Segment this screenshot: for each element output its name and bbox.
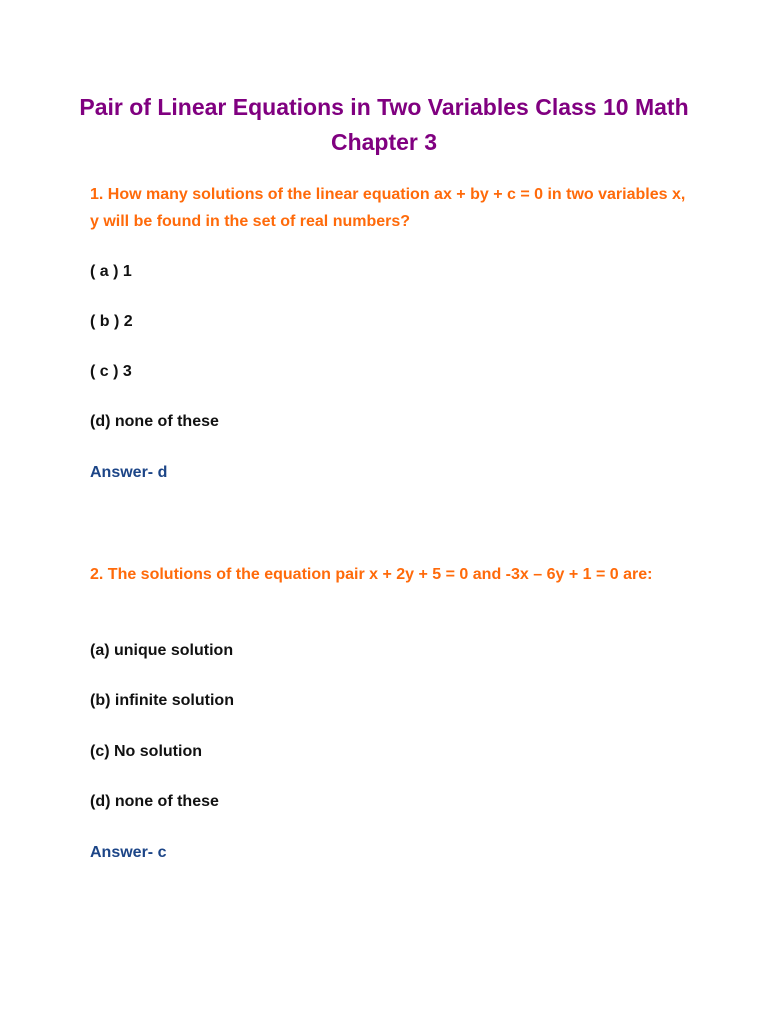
question-1-answer: Answer- d — [90, 464, 168, 481]
question-2-answer: Answer- c — [90, 844, 167, 861]
page-title: Pair of Linear Equations in Two Variables Class 10 Math Chapter 3 — [79, 94, 689, 155]
question-2-text: 2. The solutions of the equation pair x + 2y + 5 = 0 and -3x – 6y + 1 = 0 are: — [90, 566, 653, 583]
question-2-option-d: (d) none of these — [90, 793, 219, 810]
question-1-option-c: ( c ) 3 — [90, 363, 132, 380]
question-2-option-a: (a) unique solution — [90, 642, 234, 659]
question-2-option-c: (c) No solution — [90, 743, 202, 760]
question-1-option-b: ( b ) 2 — [90, 313, 133, 330]
question-1-option-a: ( a ) 1 — [90, 263, 132, 280]
question-2-option-b: (b) infinite solution — [90, 692, 234, 709]
question-1-option-d: (d) none of these — [90, 413, 219, 430]
question-1-text: 1. How many solutions of the linear equation ax + by + c = 0 in two variables x, y will be found in the set of real numbers? — [90, 186, 686, 230]
